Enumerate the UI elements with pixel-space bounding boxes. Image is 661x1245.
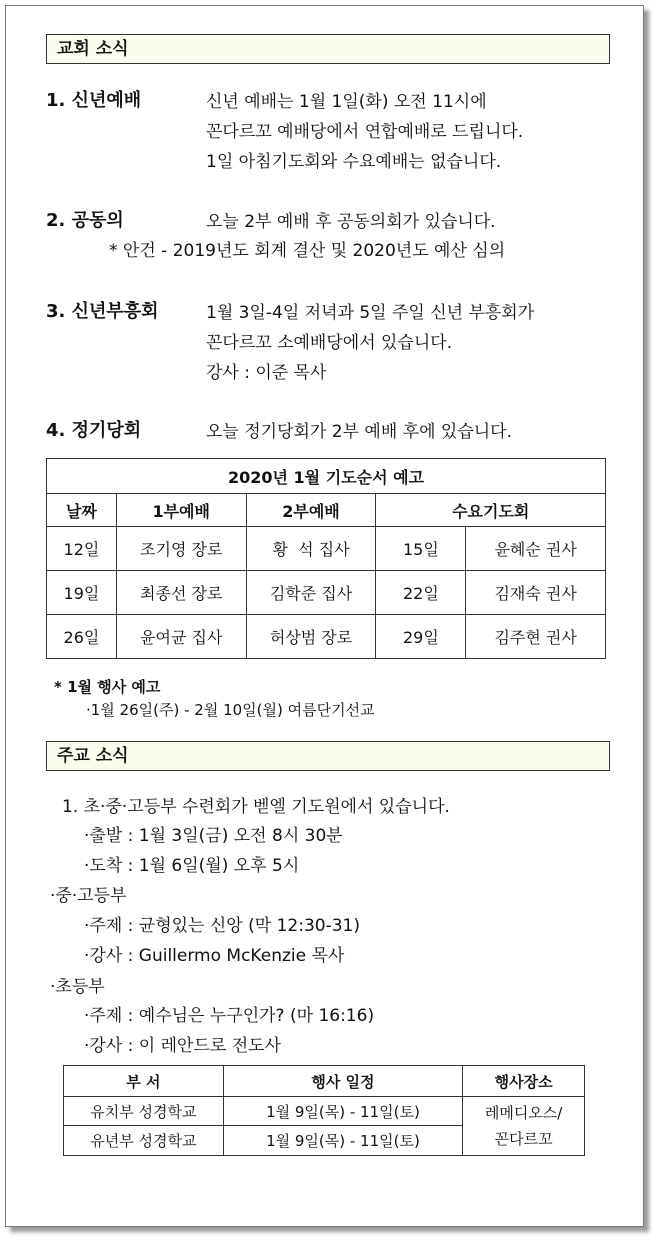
events-title: * 1월 행사 예고 — [54, 678, 161, 696]
prayer-header-service2: 2부예배 — [246, 494, 376, 527]
table-cell: 유치부 성경학교 — [64, 1097, 224, 1126]
table-cell: 윤혜순 권사 — [466, 527, 606, 571]
prayer-header-service1: 1부예배 — [116, 494, 246, 527]
ss-line-3: ·도착 : 1월 6일(월) 오후 5시 — [84, 856, 300, 876]
bs-header-place: 행사장소 — [463, 1066, 585, 1097]
table-row — [47, 615, 606, 659]
table-cell: 허상범 장로 — [246, 615, 376, 659]
item-3-line-2: 꼰다르꼬 소예배당에서 있습니다. — [206, 333, 453, 353]
item-2-line-1: 오늘 2부 예배 후 공동의회가 있습니다. — [206, 212, 496, 232]
table-cell: 김학준 집사 — [246, 571, 376, 615]
bs-header-dept: 부 서 — [64, 1066, 224, 1097]
bulletin-page — [5, 5, 644, 1227]
item-4-line-1: 오늘 정기당회가 2부 예배 후에 있습니다. — [206, 422, 512, 442]
item-3-title: 3. 신년부흥회 — [46, 301, 159, 322]
table-row — [64, 1097, 585, 1126]
prayer-table-caption: 2020년 1월 기도순서 예고 — [47, 459, 606, 494]
table-row — [47, 571, 606, 615]
bible-school-table — [63, 1065, 585, 1156]
ss-line-5: ·주제 : 균형있는 신앙 (막 12:30-31) — [84, 916, 360, 936]
item-3-line-3: 강사 : 이준 목사 — [206, 363, 327, 383]
table-cell: 조기영 장로 — [116, 527, 246, 571]
table-cell: 22일 — [376, 571, 466, 615]
table-cell: 12일 — [47, 527, 117, 571]
table-cell: 윤여균 집사 — [116, 615, 246, 659]
ss-line-7: ·초등부 — [50, 977, 105, 997]
ss-line-8: ·주제 : 예수님은 누구인가? (마 16:16) — [84, 1006, 375, 1026]
ss-line-1: 1. 초·중·고등부 수련회가 벧엘 기도원에서 있습니다. — [62, 797, 450, 817]
ss-line-6: ·강사 : Guillermo McKenzie 목사 — [84, 946, 345, 966]
table-cell: 26일 — [47, 615, 117, 659]
table-cell: 1월 9일(목) - 11일(토) — [223, 1097, 463, 1126]
church-news-header: 교회 소식 — [46, 34, 610, 64]
ss-line-9: ·강사 : 이 레안드로 전도사 — [84, 1036, 281, 1056]
sunday-school-header: 주교 소식 — [46, 741, 610, 771]
item-1-line-2: 꼰다르꼬 예배당에서 연합예배로 드립니다. — [206, 122, 524, 142]
table-cell: 1월 9일(목) - 11일(토) — [223, 1126, 463, 1156]
table-cell: 김재숙 권사 — [466, 571, 606, 615]
table-cell: 최종선 장로 — [116, 571, 246, 615]
bs-header-schedule: 행사 일정 — [223, 1066, 463, 1097]
item-1-line-1: 신년 예배는 1월 1일(화) 오전 11시에 — [206, 92, 487, 112]
ss-line-4: ·중·고등부 — [50, 886, 127, 906]
events-line: ·1월 26일(주) - 2월 10일(월) 여름단기선교 — [86, 701, 375, 719]
prayer-schedule-table — [46, 458, 606, 659]
item-2-note: * 안건 - 2019년도 회계 결산 및 2020년도 예산 심의 — [109, 241, 506, 261]
table-cell: 유년부 성경학교 — [64, 1126, 224, 1156]
table-cell: 황 석 집사 — [246, 527, 376, 571]
table-cell: 15일 — [376, 527, 466, 571]
table-cell: 29일 — [376, 615, 466, 659]
item-1-line-3: 1일 아침기도회와 수요예배는 없습니다. — [206, 152, 502, 172]
table-row — [47, 527, 606, 571]
ss-line-2: ·출발 : 1월 3일(금) 오전 8시 30분 — [84, 826, 343, 846]
item-1-title: 1. 신년예배 — [46, 90, 142, 111]
item-3-line-1: 1월 3일-4일 저녁과 5일 주일 신년 부흥회가 — [206, 303, 535, 323]
bs-place-line-2: 꼰다르꼬 — [494, 1130, 553, 1148]
bs-place-line-1: 레메디오스/ — [484, 1104, 563, 1122]
prayer-header-date: 날짜 — [47, 494, 117, 527]
table-cell: 김주현 권사 — [466, 615, 606, 659]
bs-place-cell — [463, 1097, 585, 1156]
table-cell: 19일 — [47, 571, 117, 615]
item-2-title: 2. 공동의 — [46, 210, 124, 231]
prayer-header-wednesday: 수요기도회 — [376, 494, 606, 527]
item-4-title: 4. 정기당회 — [46, 420, 142, 441]
